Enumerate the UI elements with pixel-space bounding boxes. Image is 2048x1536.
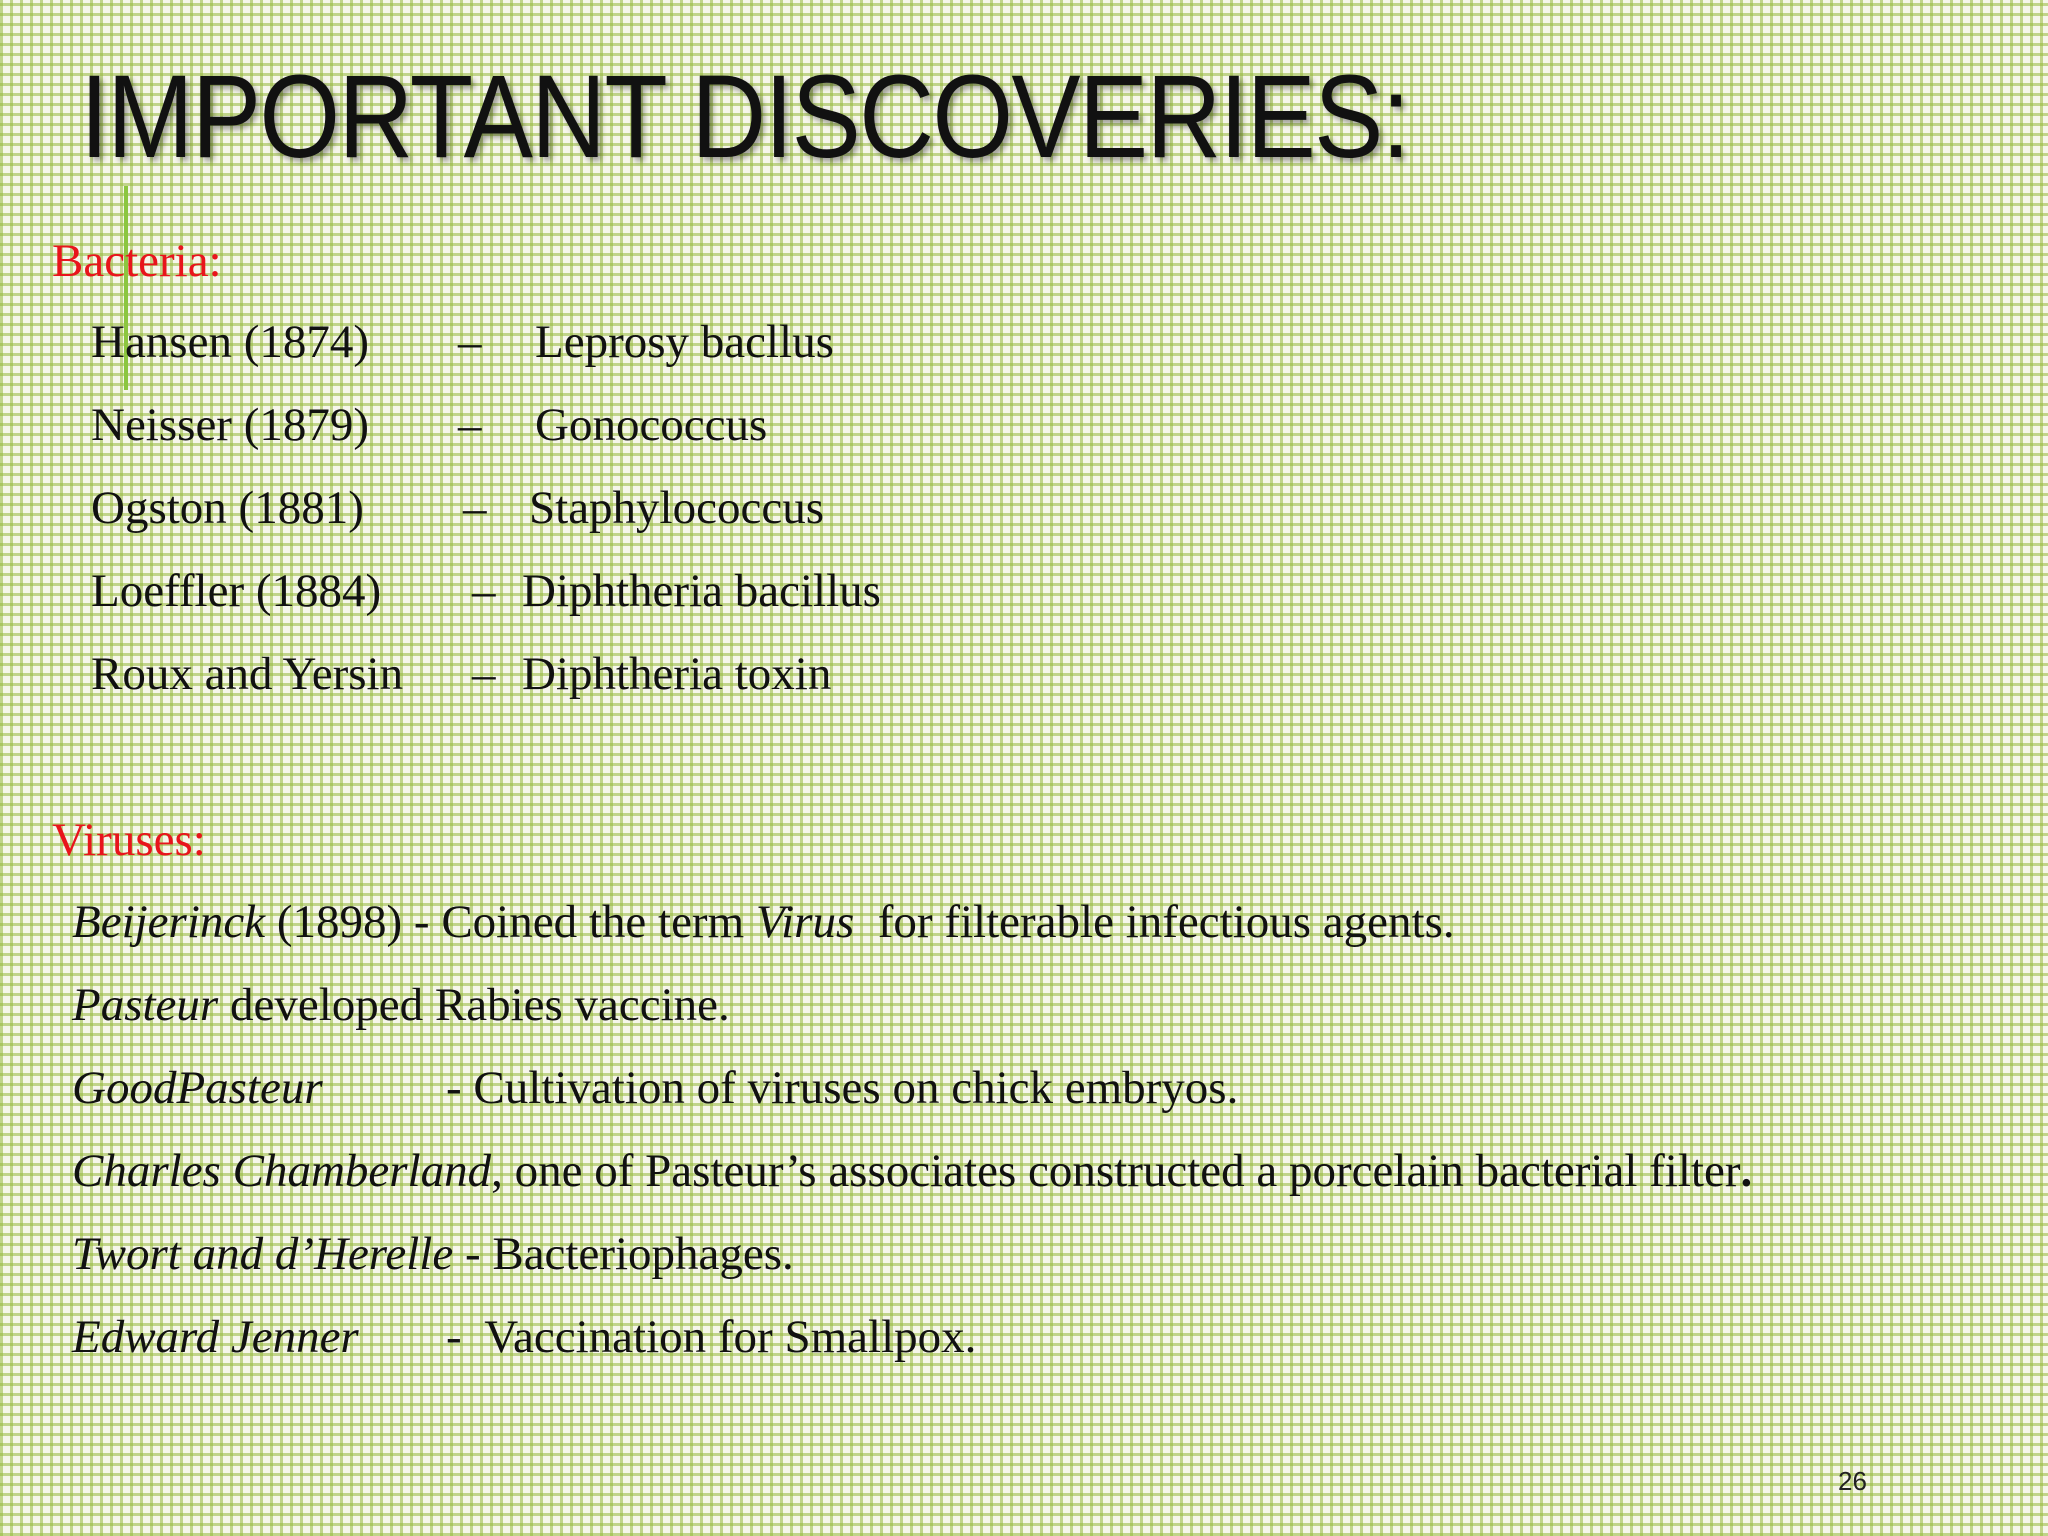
bacteria-dash: – — [472, 565, 496, 617]
bacteria-discovery: Diphtheria toxin — [522, 648, 832, 700]
bacteria-dash: – — [472, 648, 496, 700]
virus-term: Virus — [755, 896, 855, 948]
bacteria-name: Neisser (1879) — [91, 399, 370, 451]
virus-row — [72, 1309, 977, 1365]
virus-row — [72, 1143, 1752, 1199]
virus-text: developed Rabies vaccine. — [218, 979, 730, 1031]
virus-person: Twort and d’Herelle — [72, 1228, 454, 1280]
virus-person: Beijerinck — [72, 896, 266, 948]
bacteria-discovery: Gonococcus — [535, 399, 768, 451]
virus-row — [72, 894, 1455, 950]
virus-text: - Vaccination for Smallpox. — [446, 1311, 977, 1363]
virus-person: Pasteur — [72, 979, 219, 1031]
virus-text: - Cultivation of viruses on chick embryos. — [446, 1062, 1239, 1114]
bacteria-name: Ogston (1881) — [91, 482, 364, 534]
virus-text: , one of Pasteur’s associates constructed a porcelain bacterial filter — [491, 1145, 1741, 1197]
virus-row — [72, 977, 730, 1033]
bacteria-name: Roux and Yersin — [91, 648, 404, 700]
bacteria-name: Loeffler (1884) — [91, 565, 382, 617]
bacteria-dash: – — [458, 316, 482, 368]
virus-text: (1898) - Coined the term — [265, 896, 756, 948]
virus-row — [72, 1060, 1239, 1116]
viruses-heading: Viruses: — [52, 814, 206, 866]
virus-text: for filterable infectious agents. — [854, 896, 1455, 948]
bacteria-discovery: Staphylococcus — [529, 482, 824, 534]
virus-person: Edward Jenner — [72, 1311, 359, 1363]
slide-title: IMPORTANT DISCOVERIES: — [80, 51, 1409, 183]
virus-text: - Bacteriophages. — [453, 1228, 794, 1280]
bacteria-discovery: Diphtheria bacillus — [522, 565, 881, 617]
bacteria-heading: Bacteria: — [52, 235, 222, 287]
page-number: 26 — [1838, 1466, 1867, 1496]
virus-text-end: . — [1740, 1145, 1753, 1197]
virus-row — [72, 1226, 794, 1282]
bacteria-dash: – — [458, 399, 482, 451]
virus-person: Charles Chamberland — [72, 1145, 492, 1197]
bacteria-name: Hansen (1874) — [91, 316, 370, 368]
bacteria-discovery: Leprosy bacllus — [535, 316, 834, 368]
bacteria-dash: – — [463, 482, 487, 534]
virus-person: GoodPasteur — [72, 1062, 323, 1114]
